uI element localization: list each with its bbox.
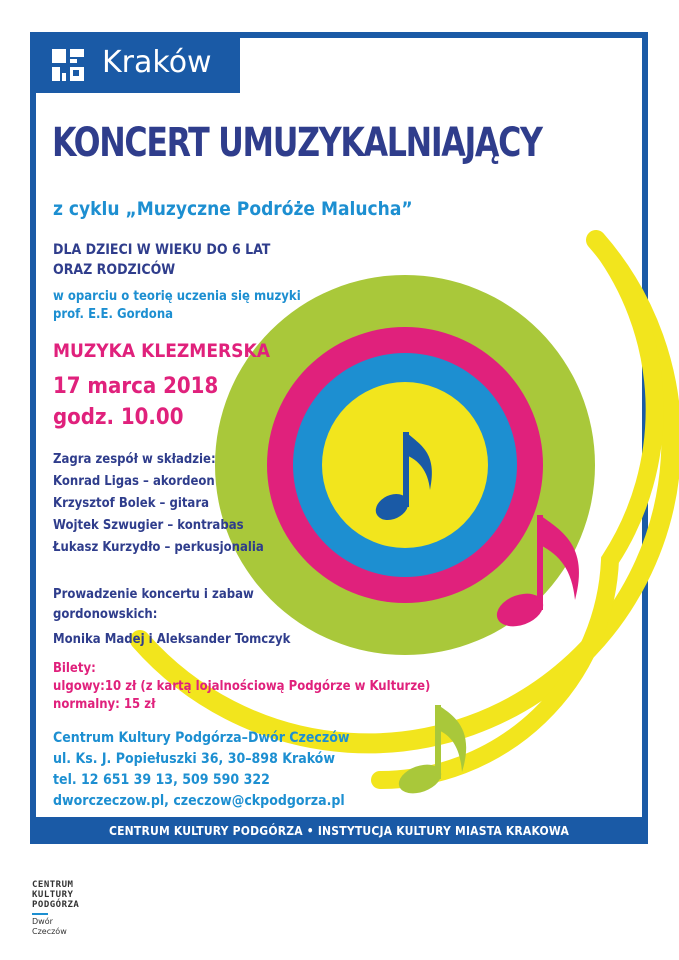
audience-line: ORAZ RODZICÓW — [53, 262, 176, 278]
band-member: Wojtek Szwugier – kontrabas — [53, 518, 244, 533]
event-time: godz. 10.00 — [53, 405, 184, 430]
logo-sub: Czeczów — [32, 927, 67, 936]
event-date: 17 marca 2018 — [53, 374, 219, 399]
event-cycle: z cyklu „Muzyczne Podróże Malucha” — [53, 198, 413, 220]
band-member: Konrad Ligas – akordeon — [53, 474, 215, 489]
hosts-intro-line: Prowadzenie koncertu i zabaw — [53, 587, 254, 602]
band-member: Łukasz Kurzydło – perkusjonalia — [53, 540, 264, 555]
footer-bar: CENTRUM KULTURY PODGÓRZA • INSTYTUCJA KULTURY MIASTA KRAKOWA — [30, 817, 648, 844]
music-genre: MUZYKA KLEZMERSKA — [53, 340, 270, 362]
band-intro: Zagra zespół w składzie: — [53, 452, 216, 467]
venue-phone: tel. 12 651 39 13, 509 590 322 — [53, 772, 270, 788]
krakow-emblem-icon — [52, 49, 86, 81]
event-title: KONCERT UMUZYKALNIAJĄCY — [52, 120, 542, 166]
band-section — [53, 449, 264, 559]
tickets-section — [53, 660, 430, 714]
venue-address: ul. Ks. J. Popiełuszki 36, 30–898 Kraków — [53, 751, 335, 767]
method-line: prof. E.E. Gordona — [53, 307, 174, 322]
lime-music-note-icon — [395, 705, 466, 799]
logo-rule — [32, 913, 48, 915]
krakow-logo — [35, 36, 240, 93]
method-info — [53, 288, 301, 324]
band-member: Krzysztof Bolek – gitara — [53, 496, 209, 511]
venue-web[interactable]: dworczeczow.pl, czeczow@ckpodgorza.pl — [53, 793, 345, 809]
ck-podgorza-logo — [32, 880, 79, 937]
audience-info — [53, 240, 270, 280]
logo-sub: Dwór — [32, 917, 53, 926]
brand-name: Kraków — [102, 45, 212, 80]
ticket-normal: normalny: 15 zł — [53, 697, 156, 712]
tickets-label: Bilety: — [53, 661, 96, 676]
venue-section — [53, 728, 350, 812]
logo-line: PODGÓRZA — [32, 900, 80, 910]
logo-line: KULTURY — [32, 890, 74, 900]
hosts-names: Monika Madej i Aleksander Tomczyk — [53, 632, 291, 647]
audience-line: DLA DZIECI W WIEKU DO 6 LAT — [53, 242, 271, 258]
hosts-intro-line: gordonowskich: — [53, 607, 158, 622]
venue-name: Centrum Kultury Podgórza–Dwór Czeczów — [53, 730, 350, 746]
logo-line: CENTRUM — [32, 880, 74, 890]
hosts-section — [53, 585, 290, 650]
ticket-reduced: ulgowy:10 zł (z kartą lojalnościową Podgórze w Kulturze) — [53, 679, 431, 694]
method-line: w oparciu o teorię uczenia się muzyki — [53, 289, 301, 304]
